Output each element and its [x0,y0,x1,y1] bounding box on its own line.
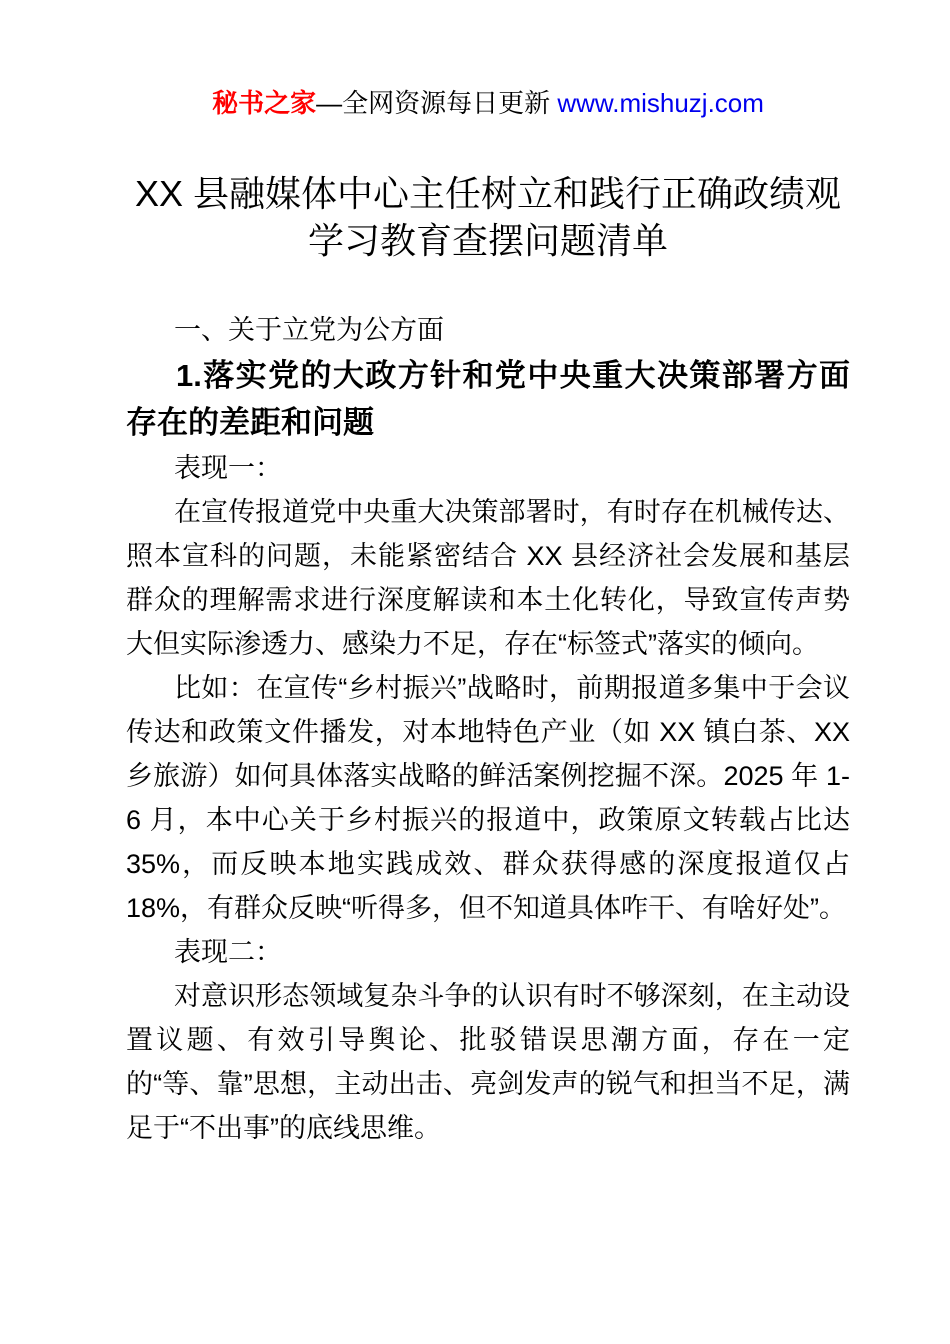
document-title: XX 县融媒体中心主任树立和践行正确政绩观学习教育查摆问题清单 [134,173,842,261]
body-paragraph-2: 比如：在宣传“乡村振兴”战略时，前期报道多集中于会议传达和政策文件播发，对本地特色产业（如 XX 镇白茶、XX 乡旅游）如何具体落实战略的鲜活案例挖掘不深。2025 年 1-6 月，本中心关于乡村振兴的报道中，政策原文转载占比达 35%，而反映本地实践成效、群众获得感的深度报道仅占 18%，有群众反映“听得多，但不知道具体咋干、有啥好处”。 [126,673,850,923]
header-dash: — [316,88,343,118]
header-tagline: 全网资源每日更新 [342,88,558,118]
site-brand: 秘书之家 [212,88,317,118]
section-heading-1: 一、关于立党为公方面 [174,315,444,345]
site-header [126,88,850,118]
label-manifestation-1: 表现一： [174,453,282,483]
subheading-item-1: 1.落实党的大政方针和党中央重大决策部署方面存在的差距和问题 [126,358,850,440]
site-url-link[interactable]: www.mishuzj.com [557,88,764,118]
body-paragraph-1: 在宣传报道党中央重大决策部署时，有时存在机械传达、照本宣科的问题，未能紧密结合 XX 县经济社会发展和基层群众的理解需求进行深度解读和本土化转化，导致宣传声势大但实际渗透力、感染力不足，存在“标签式”落实的倾向。 [126,497,850,659]
label-manifestation-2: 表现二： [174,937,282,967]
body-paragraph-3: 对意识形态领域复杂斗争的认识有时不够深刻，在主动设置议题、有效引导舆论、批驳错误思潮方面，存在一定的“等、靠”思想，主动出击、亮剑发声的锐气和担当不足，满足于“不出事”的底线思维。 [126,981,850,1143]
